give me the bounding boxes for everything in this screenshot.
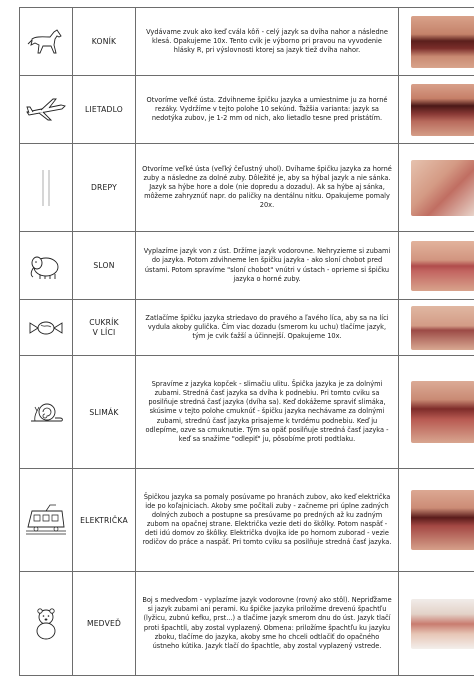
mouth-photo — [411, 160, 474, 216]
candy-icon — [20, 318, 72, 338]
table-row — [20, 356, 474, 469]
tram-icon — [20, 503, 72, 537]
mouth-photo — [411, 490, 474, 550]
mouth-photo — [411, 306, 474, 350]
exercise-description: Zatlačíme špičku jazyka striedavo do pravého a ľavého líca, aby sa na líci vydula akoby gulička. Čím viac dozadu (smerom ku uchu) tlačíme jazyk, tým je cvik ťažší a účinnejší. Opakujeme 10x. — [136, 300, 399, 356]
exercise-description: Otvoríme veľké ústa (veľký čeľustný uhol). Dvíhame špičku jazyka za horné zuby a následne za dolné zuby. Dôležité je, aby sa hýbal jazyk a nie sánka. Jazyk sa hýbe hore a dole (nie dopredu a dozadu). Ak sa hýbe aj sánka, môžeme zahryznúť napr. do paličky na dentálnu nitku. Opakujeme pomaly 20x. — [136, 144, 399, 232]
exercise-description: Otvoríme veľké ústa. Zdvihneme špičku jazyka a umiestnime ju za horné rezáky. Vydržíme v tejto polohe 10 sekúnd. Ťažšia varianta: jazyk sa nedotýka zubov, je 1-2 mm od nich, ako lietadlo tesne pred pristátím. — [136, 76, 399, 144]
exercise-name: ELEKTRIČKA — [73, 469, 136, 572]
exercise-description: Vyplazíme jazyk von z úst. Držíme jazyk vodorovne. Nehryzieme si zubami do jazyka. Potom zdvihneme len špičku jazyka - ako sloní chobot pred ústami. Potom spravíme "sloní chobot" vnútri v ústach - oprieme si špičku jazyka o horné zuby. — [136, 232, 399, 300]
squat-icon — [20, 168, 72, 208]
exercise-sheet — [19, 7, 459, 676]
bear-icon — [20, 607, 72, 641]
exercise-name: MEDVEĎ — [73, 572, 136, 676]
elephant-icon — [20, 251, 72, 281]
table-row — [20, 300, 474, 356]
exercise-name: DREPY — [73, 144, 136, 232]
table-row — [20, 232, 474, 300]
mouth-photo — [411, 84, 474, 136]
table-row — [20, 8, 474, 76]
exercise-table — [19, 7, 474, 676]
airplane-icon — [20, 97, 72, 123]
exercise-name: KONÍK — [73, 8, 136, 76]
snail-icon — [20, 399, 72, 425]
exercise-description: Boj s medveďom - vyplazíme jazyk vodorovne (rovný ako stôl). Nepriďžame si jazyk zubami ani perami. Ku špičke jazyka priložíme drevenú špachtľu (lyžicu, zubnú kefku, prst...) a tlačíme jazyk smerom dnu do úst. Jazyk tlačí proti špachtli, aby zostal vyplazený. Obmena: priložíme špachtľu ku jazyku zboku, tlačíme do jazyka, akoby sme ho chceli odtlačiť do opačného ústneho kútika. Jazyk tlačí do špachtle, aby zostal vyplazený vstrede. — [136, 572, 399, 676]
exercise-name: CUKRÍK V LÍCI — [73, 300, 136, 356]
table-row — [20, 144, 474, 232]
exercise-description: Špičkou jazyka sa pomaly posúvame po hranách zubov, ako keď električka ide po koľajniciach. Akoby sme počítali zuby - začneme pri úplne zadných dolných zuboch a postupne sa presúvame po predných až ku zadným zubom na opačnej strane. Električka vezie deti do škôlky. Potom naspäť - deti idú domov zo škôlky. Električka dvojka ide po hornom zuborad - vezie rodičov do práce a naspäť. Pri tomto cviku sa posilňuje stredná časť jazyka. — [136, 469, 399, 572]
mouth-photo — [411, 241, 474, 291]
exercise-name: LIETADLO — [73, 76, 136, 144]
exercise-description: Vydávame zvuk ako keď cvála kôň - celý jazyk sa dvíha nahor a následne klesá. Opakujeme 10x. Tento cvik je výborno pri pravou na vyvodenie hlásky R, pri výslovnosti ktorej sa jazyk tiež dvíha nahor. — [136, 8, 399, 76]
exercise-name: SLON — [73, 232, 136, 300]
mouth-photo — [411, 16, 474, 68]
horse-icon — [20, 27, 72, 57]
table-row — [20, 469, 474, 572]
mouth-photo — [411, 599, 474, 649]
exercise-name: SLIMÁK — [73, 356, 136, 469]
table-row — [20, 572, 474, 676]
table-row — [20, 76, 474, 144]
exercise-description: Spravíme z jazyka kopček - slimačiu ulitu. Špička jazyka je za dolnými zubami. Stredná časť jazyka sa dvíha k podnebiu. Pri tomto cviku sa posilňuje stredná časť jazyka (dvíha sa). Keď dokážeme spraviť slimáka, skúsime v tejto polohe cmuknúť - špičku jazyka nechávame za dolnými zubami, strednú časť jazyka prisajeme k tvrdému podnebiu. Keď ju odlepíme, ozve sa cmuknutie. Tým sa opäť posilňuje stredná časť jazyka - keď sa snažíme "odlepiť" ju, pôsobíme proti podtlaku. — [136, 356, 399, 469]
mouth-photo — [411, 381, 474, 443]
